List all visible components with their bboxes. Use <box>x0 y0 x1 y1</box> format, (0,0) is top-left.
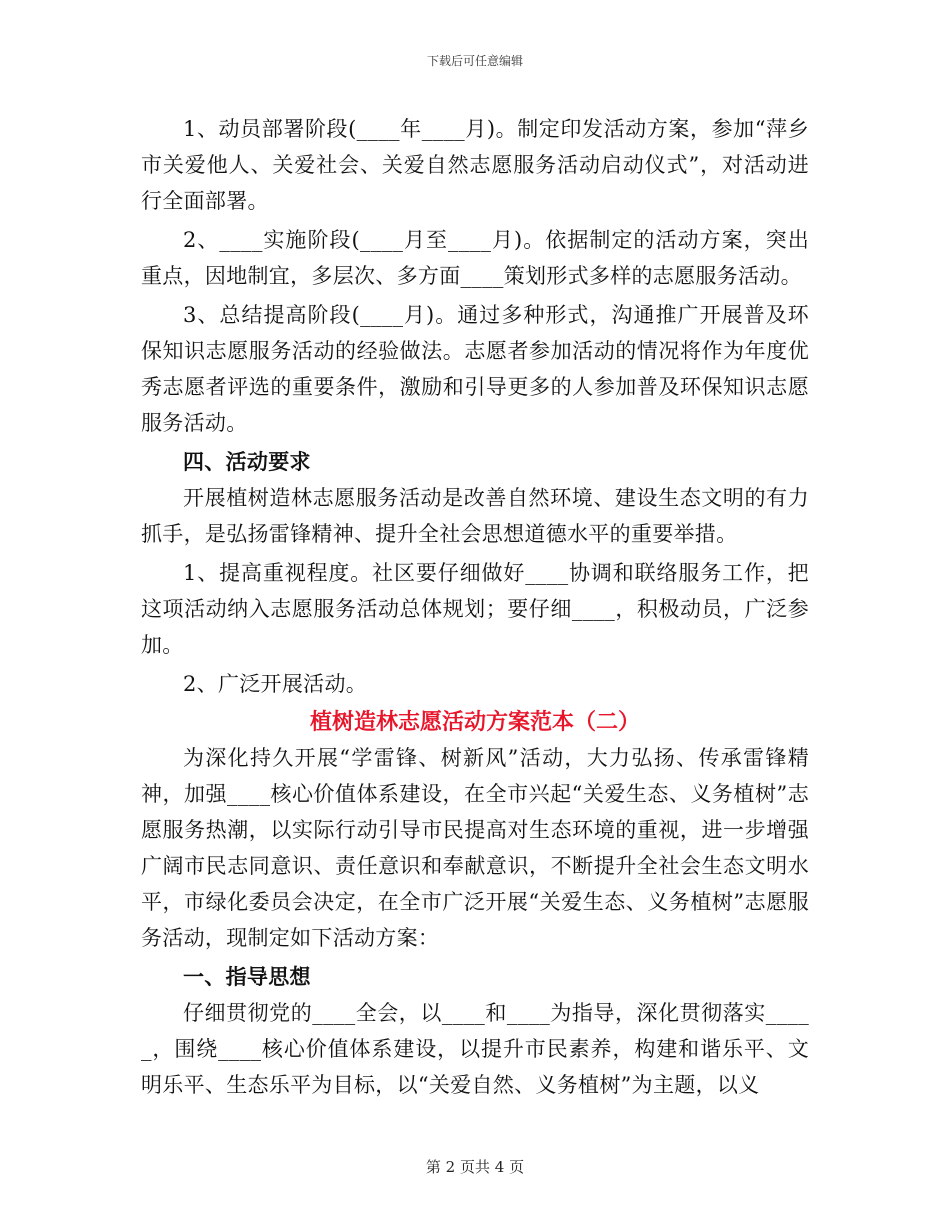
paragraph-plan-intro: 为深化持久开展“学雷锋、树新风”活动，大力弘扬、传承雷锋精神，加强____核心价值体系建设，在全市兴起“关爱生态、义务植树”志愿服务热潮，以实际行动引导市民提高对生态环境的重视，进一步增强广阔市民志同意识、责任意识和奉献意识，不断提升全社会生态文明水平，市绿化委员会决定，在全市广泛开展“关爱生态、义务植树”志愿服务活动，现制定如下活动方案： <box>141 746 809 950</box>
heading-guiding-ideology: 一、指导思想 <box>183 964 311 989</box>
paragraph-stage-3: 3、总结提高阶段(____月)。通过多种形式，沟通推广开展普及环保知识志愿服务活动的经验做法。志愿者参加活动的情况将作为年度优秀志愿者评选的重要条件，激励和引导更多的人参加普及环保知识志愿服务活动。 <box>141 303 809 435</box>
paragraph-requirements-intro: 开展植树造林志愿服务活动是改善自然环境、建设生态文明的有力抓手，是弘扬雷锋精神、提升全社会思想道德水平的重要举措。 <box>141 486 809 546</box>
page-header-note: 下载后可任意编辑 <box>426 54 523 68</box>
heading-activity-requirements: 四、活动要求 <box>183 449 311 474</box>
paragraph-guiding-ideology: 仔细贯彻党的____全会，以____和____为指导，深化贯彻落实_____，围绕____核心价值体系建设，以提升市民素养，构建和谐乐平、文明乐平、生态乐平为目标，以“关爱自然、义务植树”为主题，以义 <box>141 1001 809 1097</box>
paragraph-stage-2: 2、____实施阶段(____月至____月)。依据制定的活动方案，突出重点，因地制宜，多层次、多方面____策划形式多样的志愿服务活动。 <box>141 228 809 288</box>
section-title: 植树造林志愿活动方案范本（二） <box>309 709 640 735</box>
paragraph-stage-1: 1、动员部署阶段(____年____月)。制定印发活动方案，参加“萍乡市关爱他人、关爱社会、关爱自然志愿服务活动启动仪式”，对活动进行全面部署。 <box>141 117 809 213</box>
document-body <box>141 111 809 1103</box>
page-number: 第 2 页共 4 页 <box>425 1158 525 1176</box>
paragraph-requirement-1: 1、提高重视程度。社区要仔细做好____协调和联络服务工作，把这项活动纳入志愿服务活动总体规划；要仔细____，积极动员，广泛参加。 <box>141 561 809 657</box>
paragraph-requirement-2: 2、广泛开展活动。 <box>183 672 368 696</box>
